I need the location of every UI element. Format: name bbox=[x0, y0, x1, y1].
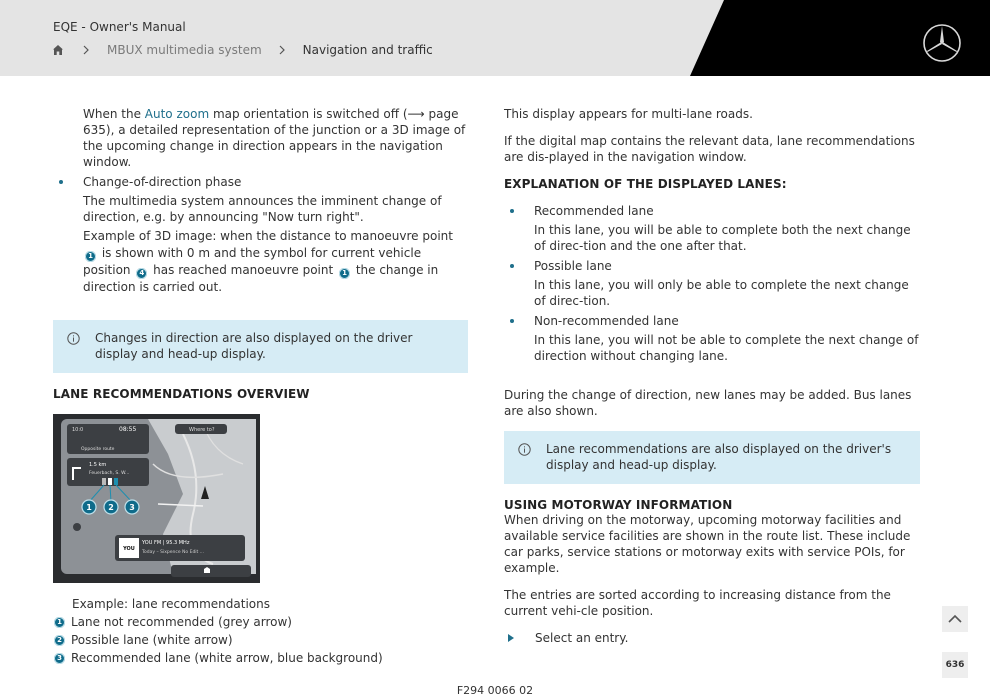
legend-item bbox=[53, 649, 469, 667]
lane-item-recommended bbox=[504, 203, 920, 254]
example-text: is shown with 0 m and the symbol for current vehicle position bbox=[83, 246, 422, 277]
breadcrumb-item-mbux[interactable]: MBUX multimedia system bbox=[107, 43, 262, 57]
legend-item bbox=[53, 613, 469, 631]
navigation-screen-illustration bbox=[53, 414, 260, 583]
legend-text: Possible lane (white arrow) bbox=[71, 633, 233, 647]
screen-radio-title: YOU FM | 95.3 MHz bbox=[142, 540, 190, 546]
step-item bbox=[504, 630, 920, 646]
info-note bbox=[53, 320, 468, 373]
entries-sorted-paragraph: The entries are sorted according to increasing distance from the current vehi-cle position. bbox=[504, 588, 891, 618]
legend-text: Lane not recommended (grey arrow) bbox=[71, 615, 292, 629]
bullet-dot bbox=[59, 180, 63, 184]
lane-recommendations-image bbox=[53, 414, 260, 583]
digital-map-paragraph: If the digital map contains the relevant data, lane recommendations are dis-played in the navigation window. bbox=[504, 134, 915, 164]
step-arrow-icon bbox=[508, 634, 514, 642]
left-column bbox=[53, 106, 469, 667]
screen-opposite-route: Opposite route bbox=[81, 447, 115, 452]
lane-text: In this lane, you will only be able to complete the next change of direc-tion. bbox=[534, 278, 909, 308]
multi-lane-paragraph: This display appears for multi-lane roads. bbox=[504, 107, 753, 121]
example-text: Example of 3D image: when the distance to manoeuvre point bbox=[83, 229, 453, 243]
lane-recommendations-heading: LANE RECOMMENDATIONS OVERVIEW bbox=[53, 387, 310, 401]
motorway-paragraph: When driving on the motorway, upcoming motorway facilities and available service facilities are shown in the route list. These include car parks, service stations or motorway exits with service POIs, for example. bbox=[504, 513, 911, 575]
mercedes-star-logo bbox=[922, 23, 962, 63]
step-text: Select an entry. bbox=[535, 631, 629, 645]
manual-title: EQE - Owner's Manual bbox=[53, 20, 186, 34]
lane-text: In this lane, you will not be able to complete the next change of direction without changing lane. bbox=[534, 333, 919, 363]
figure-code: F294 0066 02 bbox=[456, 684, 534, 697]
screen-radio-logo: YOU bbox=[123, 546, 135, 552]
lanes-list bbox=[504, 203, 920, 364]
screen-distance: 1.5 km bbox=[89, 462, 107, 468]
lane-title: Non-recommended lane bbox=[534, 314, 679, 328]
phase-text: The multimedia system announces the imminent change of direction, e.g. by announcing "Now turn right". bbox=[83, 194, 442, 224]
phase-list-item bbox=[53, 174, 469, 190]
chevron-right-icon bbox=[82, 45, 90, 55]
scroll-to-top-button[interactable] bbox=[942, 606, 968, 632]
bullet-dot bbox=[510, 209, 514, 213]
info-icon bbox=[518, 443, 531, 456]
lane-title: Recommended lane bbox=[534, 204, 654, 218]
auto-zoom-link[interactable]: Auto zoom bbox=[144, 107, 210, 121]
marker-4: 4 bbox=[136, 268, 147, 279]
intro-suffix: map orientation is switched off (⟶ page 635), a detailed representation of the junction or a 3D image of the upcoming change in direction appears in the navigation window. bbox=[83, 107, 466, 169]
screen-radio-subtitle: Today – Sixpence No Edit ... bbox=[142, 550, 205, 555]
screen-where-to: Where to? bbox=[189, 427, 215, 433]
new-lanes-paragraph: During the change of direction, new lanes may be added. Bus lanes are also shown. bbox=[504, 388, 912, 418]
example-text: the change in direction is carried out. bbox=[83, 263, 439, 294]
screen-time-small: 10:0 bbox=[72, 427, 84, 433]
breadcrumb-item-navigation[interactable]: Navigation and traffic bbox=[302, 43, 433, 57]
screen-time: 08:55 bbox=[119, 426, 137, 433]
home-icon[interactable] bbox=[52, 44, 64, 56]
legend-number: 1 bbox=[54, 617, 65, 628]
screen-marker-2: 2 bbox=[108, 503, 114, 512]
lane-text: In this lane, you will be able to complete both the next change of direc-tion and the one after that. bbox=[534, 223, 911, 253]
legend-text: Recommended lane (white arrow, blue background) bbox=[71, 651, 383, 665]
info-note bbox=[504, 431, 920, 484]
screen-street: Feuerbach, S. W... bbox=[89, 471, 130, 476]
right-column bbox=[504, 106, 920, 646]
motorway-heading: USING MOTORWAY INFORMATION bbox=[504, 498, 733, 512]
legend-item bbox=[53, 631, 469, 649]
breadcrumb bbox=[52, 42, 433, 58]
chevron-right-icon bbox=[278, 45, 286, 55]
legend-number: 2 bbox=[54, 635, 65, 646]
intro-prefix: When the bbox=[83, 107, 145, 121]
screen-marker-3: 3 bbox=[129, 503, 135, 512]
info-icon bbox=[67, 332, 80, 345]
bullet-dot bbox=[510, 319, 514, 323]
legend-number: 3 bbox=[54, 653, 65, 664]
intro-paragraph bbox=[53, 106, 469, 170]
marker-1: 1 bbox=[85, 251, 96, 262]
chevron-up-icon bbox=[942, 606, 968, 632]
bullet-dot bbox=[510, 264, 514, 268]
lane-item-non-recommended bbox=[504, 313, 920, 364]
legend-list bbox=[53, 613, 469, 667]
note-text: Changes in direction are also displayed on the driver display and head-up display. bbox=[95, 331, 413, 361]
phase-title: Change-of-direction phase bbox=[83, 175, 242, 189]
image-caption: Example: lane recommendations bbox=[72, 597, 270, 611]
displayed-lanes-heading: EXPLANATION OF THE DISPLAYED LANES: bbox=[504, 177, 787, 191]
page-number: 636 bbox=[942, 652, 968, 678]
marker-1: 1 bbox=[339, 268, 350, 279]
screen-marker-1: 1 bbox=[86, 503, 92, 512]
note-text: Lane recommendations are also displayed on the driver's display and head-up display. bbox=[546, 442, 892, 472]
example-text: has reached manoeuvre point bbox=[149, 263, 337, 277]
lane-item-possible bbox=[504, 258, 920, 309]
lane-title: Possible lane bbox=[534, 259, 612, 273]
example-paragraph bbox=[53, 228, 469, 296]
